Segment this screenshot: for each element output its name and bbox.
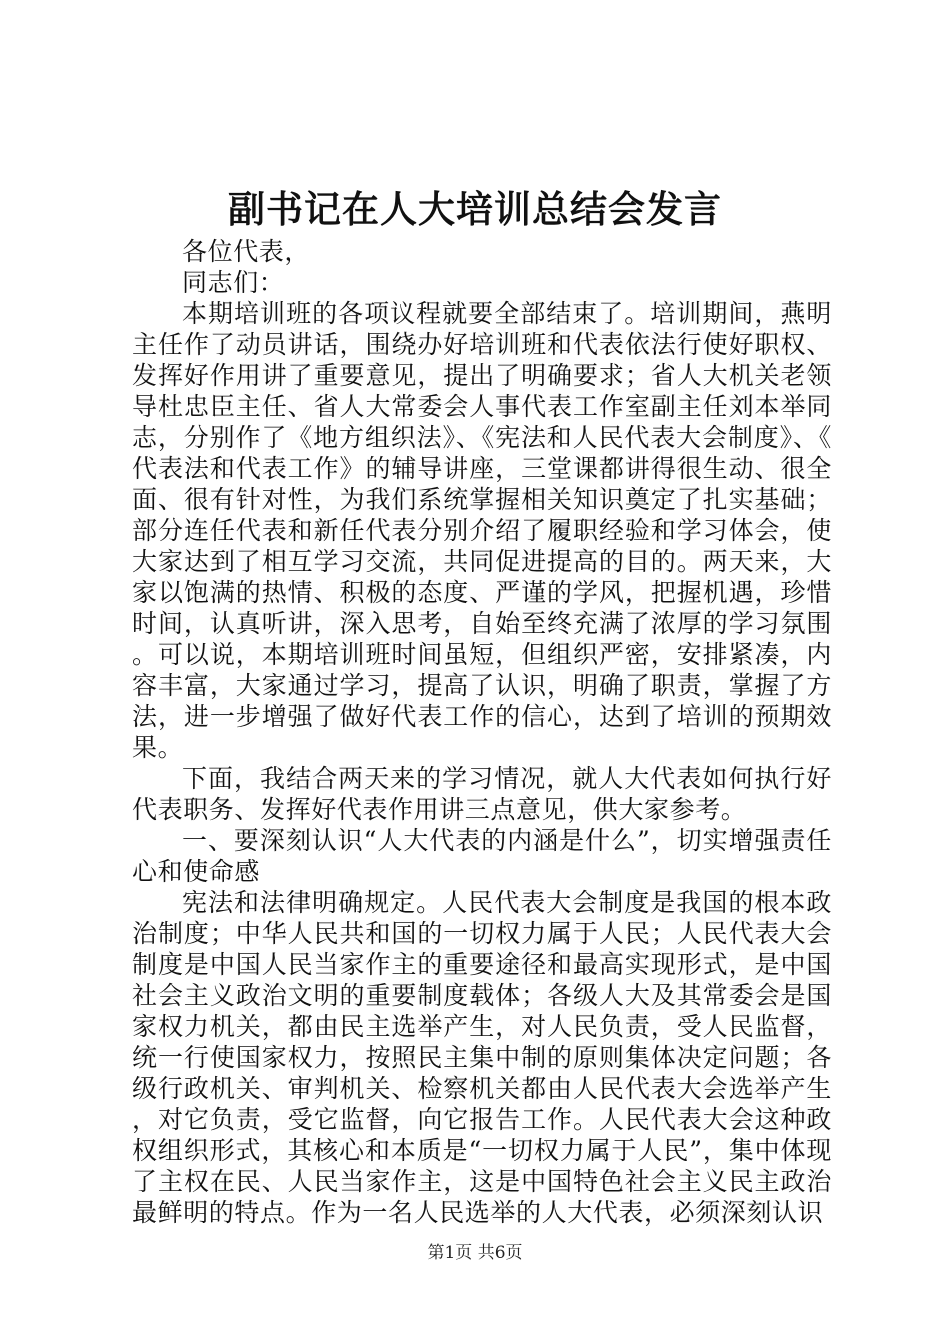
paragraph-training-summary: 本期培训班的各项议程就要全部结束了。培训期间，燕明主任作了动员讲话，围绕办好培训班和代表依法行使好职权、发挥好作用讲了重要意见，提出了明确要求；省人大机关老领导杜忠臣主任、省人大常委会人事代表工作室副主任刘本举同志，分别作了《地方组织法》、《宪法和人民代表大会制度》、《代表法和代表工作》的辅导讲座，三堂课都讲得很生动、很全面、很有针对性，为我们系统掌握相关知识奠定了扎实基础；部分连任代表和新任代表分别介绍了履职经验和学习体会，使大家达到了相互学习交流，共同促进提高的目的。两天来，大家以饱满的热情、积极的态度、严谨的学风，把握机遇，珍惜时间，认真听讲，深入思考，自始至终充满了浓厚的学习氛围。可以说，本期培训班时间虽短，但组织严密，安排紧凑，内容丰富，大家通过学习，提高了认识，明确了职责，掌握了方法，进一步增强了做好代表工作的信心，达到了培训的预期效果。	[132, 299, 832, 762]
salutation-delegates: 各位代表，	[182, 237, 311, 266]
document-body	[132, 236, 832, 1228]
section-heading-one: 一、要深刻认识“人大代表的内涵是什么”，切实增强责任心和使命感	[132, 826, 832, 886]
paragraph-constitution: 宪法和法律明确规定。人民代表大会制度是我国的根本政治制度；中华人民共和国的一切权力属于人民；人民代表大会制度是中国人民当家作主的重要途径和最高实现形式，是中国社会主义政治文明的重要制度载体；各级人大及其常委会是国家权力机关，都由民主选举产生，对人民负责，受人民监督，统一行使国家权力，按照民主集中制的原则集体决定问题；各级行政机关、审判机关、检察机关都由人民代表大会选举产生，对它负责，受它监督，向它报告工作。人民代表大会这种政权组织形式，其核心和本质是“一切权力属于人民”，集中体现了主权在民、人民当家作主，这是中国特色社会主义民主政治最鲜明的特点。作为一名人民选举的人大代表，必须深刻认识	[132, 888, 832, 1227]
page-footer: 第1页 共6页	[427, 1243, 523, 1263]
salutation-comrades: 同志们：	[182, 268, 285, 297]
paragraph-three-points-intro: 下面，我结合两天来的学习情况，就人大代表如何执行好代表职务、发挥好代表作用讲三点意见，供大家参考。	[132, 764, 832, 824]
document-title: 副书记在人大培训总结会发言	[228, 187, 722, 231]
